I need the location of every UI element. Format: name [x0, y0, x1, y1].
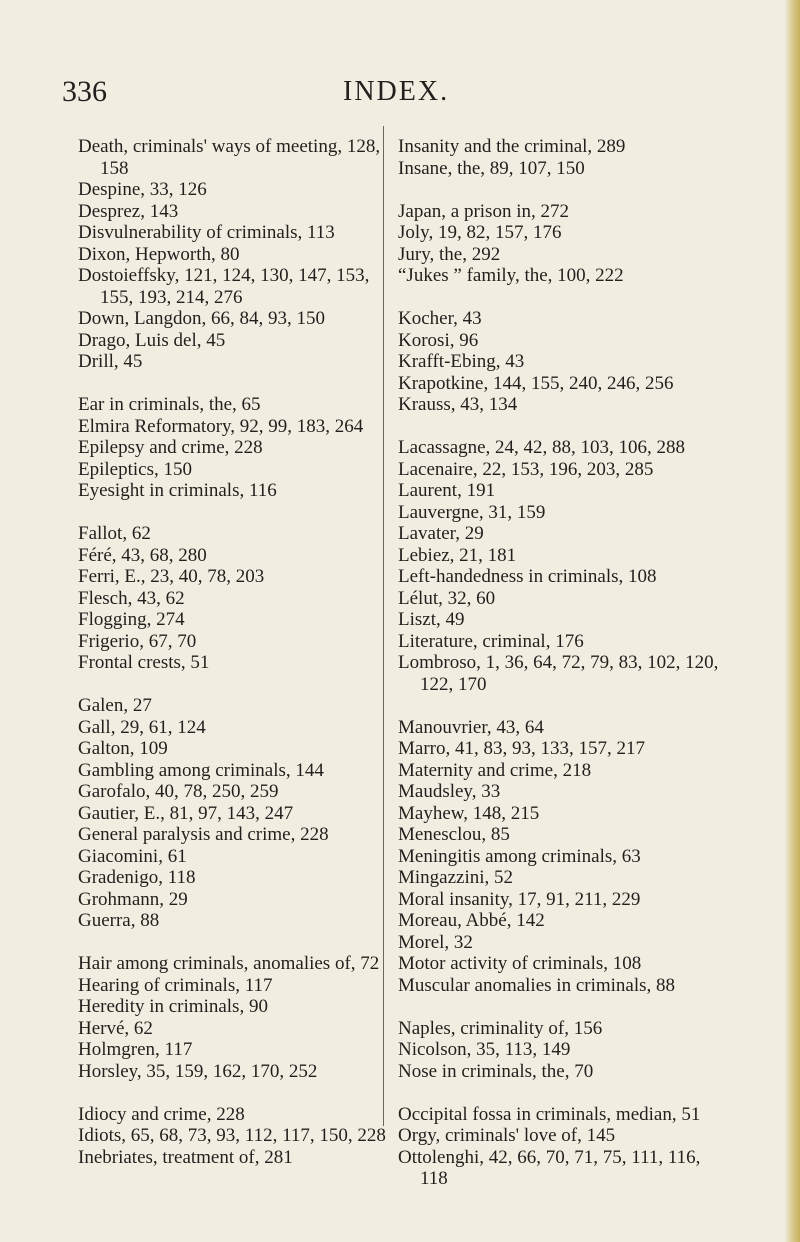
index-letter-group [398, 1018, 728, 1083]
index-entry: Insanity and the criminal, 289 [398, 136, 626, 157]
index-entry: Flesch, 43, 62 [78, 587, 185, 609]
index-entry: Galen, 27 [78, 695, 152, 716]
index-entry: Holmgren, 117 [78, 1039, 193, 1060]
index-entry: Ferri, E., 23, 40, 78, 203 [78, 566, 265, 587]
index-entry: Drago, Luis del, 45 [78, 329, 226, 351]
index-entry: Lélut, 32, 60 [398, 587, 496, 609]
index-entry: Inebriates, treatment of, 281 [78, 1146, 293, 1168]
index-entry: Muscular anomalies in criminals, 88 [398, 974, 676, 996]
index-letter-group [78, 394, 388, 502]
left-index-column [78, 136, 388, 1190]
index-entry: Gradenigo, 118 [78, 867, 196, 888]
index-entry: Death, criminals' ways of meeting, 128, 158 [78, 136, 381, 179]
index-entry: Maternity and crime, 218 [398, 759, 592, 781]
index-entry: Dixon, Hepworth, 80 [78, 243, 240, 265]
index-entry: Mingazzini, 52 [398, 867, 514, 888]
index-entry: Lebiez, 21, 181 [398, 544, 517, 566]
index-entry: Nose in criminals, the, 70 [398, 1060, 594, 1082]
page-header [0, 74, 800, 110]
index-entry: Mayhew, 148, 215 [398, 802, 540, 824]
index-entry: Galton, 109 [78, 738, 168, 759]
index-letter-group [398, 437, 728, 695]
index-entry: Motor activity of criminals, 108 [398, 953, 642, 974]
index-entry: Insane, the, 89, 107, 150 [398, 157, 585, 179]
index-entry: Fallot, 62 [78, 523, 151, 544]
index-entry: Menesclou, 85 [398, 824, 510, 845]
index-letter-group [78, 953, 388, 1082]
index-letter-group [398, 1104, 728, 1190]
index-entry: Idiocy and crime, 228 [78, 1103, 245, 1125]
index-entry: Hair among criminals, anomalies of, 72 [78, 953, 380, 974]
index-entry: Morel, 32 [398, 931, 473, 953]
page-number: 336 [62, 75, 107, 108]
index-entry: Horsley, 35, 159, 162, 170, 252 [78, 1060, 318, 1082]
index-entry: Joly, 19, 82, 157, 176 [398, 222, 562, 243]
index-entry: Gautier, E., 81, 97, 143, 247 [78, 802, 294, 824]
index-entry: Hervé, 62 [78, 1017, 153, 1039]
index-entry: Krapotkine, 144, 155, 240, 246, 256 [398, 372, 674, 394]
index-entry: Krafft-Ebing, 43 [398, 351, 525, 372]
index-letter-group [398, 201, 728, 287]
index-entry: Flogging, 274 [78, 609, 185, 630]
right-index-column [398, 136, 728, 1211]
index-entry: Drill, 45 [78, 351, 143, 372]
index-entry: Grohmann, 29 [78, 888, 188, 910]
index-entry: Epilepsy and crime, 228 [78, 437, 263, 458]
index-letter-group [78, 1104, 388, 1169]
index-entry: Nicolson, 35, 113, 149 [398, 1039, 571, 1060]
index-entry: Japan, a prison in, 272 [398, 200, 569, 222]
index-entry: Lacassagne, 24, 42, 88, 103, 106, 288 [398, 437, 686, 458]
index-entry: Laurent, 191 [398, 480, 496, 501]
index-entry: Orgy, criminals' love of, 145 [398, 1125, 616, 1146]
index-letter-group [398, 308, 728, 416]
index-entry: Guerra, 88 [78, 910, 160, 931]
index-entry: Marro, 41, 83, 93, 133, 157, 217 [398, 738, 645, 759]
index-entry: Maudsley, 33 [398, 781, 501, 802]
running-head: INDEX. [343, 76, 450, 107]
index-entry: Idiots, 65, 68, 73, 93, 112, 117, 150, 228 [78, 1125, 386, 1146]
index-entry: Giacomini, 61 [78, 845, 187, 867]
index-entry: Moral insanity, 17, 91, 211, 229 [398, 888, 641, 910]
index-entry: Occipital fossa in criminals, median, 51 [398, 1103, 701, 1125]
index-entry: Ottolenghi, 42, 66, 70, 71, 75, 111, 116, 118 [398, 1146, 701, 1189]
index-letter-group [398, 717, 728, 997]
index-letter-group [78, 136, 388, 373]
index-letter-group [78, 695, 388, 932]
index-entry: Kocher, 43 [398, 308, 482, 329]
index-entry: Disvulnerability of criminals, 113 [78, 222, 335, 243]
index-entry: Epileptics, 150 [78, 458, 192, 480]
index-entry: Ear in criminals, the, 65 [78, 394, 261, 415]
index-entry: Elmira Reformatory, 92, 99, 183, 264 [78, 415, 364, 437]
index-entry: Moreau, Abbé, 142 [398, 910, 545, 931]
index-entry: Liszt, 49 [398, 609, 465, 630]
index-entry: “Jukes ” family, the, 100, 222 [398, 265, 624, 286]
index-entry: Meningitis among criminals, 63 [398, 845, 641, 867]
index-entry: Korosi, 96 [398, 329, 479, 351]
index-entry: Gambling among criminals, 144 [78, 759, 324, 781]
index-entry: Naples, criminality of, 156 [398, 1017, 603, 1039]
index-letter-group [78, 523, 388, 674]
index-entry: Lavater, 29 [398, 523, 484, 544]
index-entry: Jury, the, 292 [398, 243, 501, 265]
index-entry: General paralysis and crime, 228 [78, 824, 329, 845]
index-entry: Heredity in criminals, 90 [78, 996, 268, 1017]
index-entry: Literature, criminal, 176 [398, 630, 584, 652]
index-entry: Down, Langdon, 66, 84, 93, 150 [78, 308, 325, 329]
index-entry: Left-handedness in criminals, 108 [398, 566, 657, 587]
index-entry: Dostoieffsky, 121, 124, 130, 147, 153, 155, 193, 214, 276 [78, 265, 370, 308]
index-entry: Frigerio, 67, 70 [78, 630, 197, 652]
index-entry: Krauss, 43, 134 [398, 394, 518, 415]
index-entry: Frontal crests, 51 [78, 652, 210, 673]
index-entry: Lacenaire, 22, 153, 196, 203, 285 [398, 458, 654, 480]
index-entry: Manouvrier, 43, 64 [398, 716, 544, 738]
index-entry: Garofalo, 40, 78, 250, 259 [78, 781, 279, 802]
index-entry: Hearing of criminals, 117 [78, 974, 273, 996]
index-entry: Eyesight in criminals, 116 [78, 480, 277, 501]
index-entry: Lombroso, 1, 36, 64, 72, 79, 83, 102, 120, 122, 170 [398, 652, 719, 695]
index-entry: Féré, 43, 68, 280 [78, 544, 207, 566]
index-entry: Lauvergne, 31, 159 [398, 501, 546, 523]
index-entry: Despine, 33, 126 [78, 179, 207, 200]
index-entry: Gall, 29, 61, 124 [78, 716, 206, 738]
page-edge [784, 0, 800, 1242]
index-letter-group [398, 136, 728, 179]
index-entry: Desprez, 143 [78, 200, 179, 222]
